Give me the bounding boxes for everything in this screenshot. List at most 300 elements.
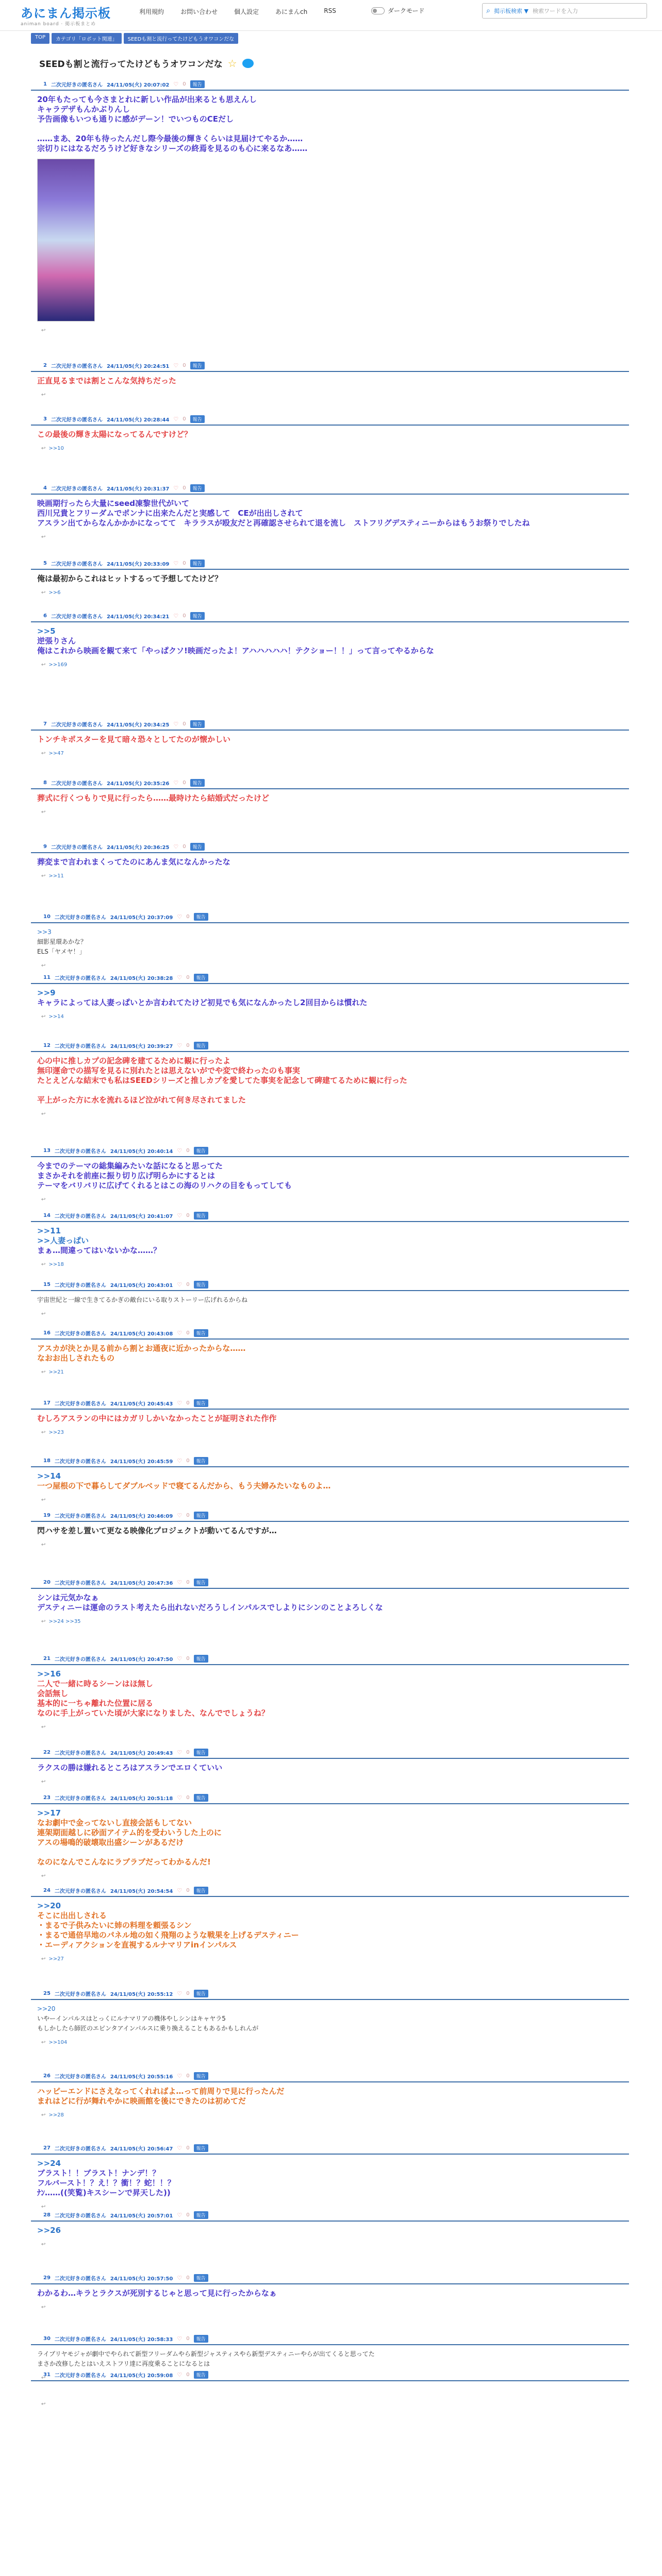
report-button[interactable]: 報告 xyxy=(194,1329,208,1337)
reply-icon[interactable]: ↩ xyxy=(41,1724,46,1730)
post-header xyxy=(31,719,629,728)
like-count: 0 xyxy=(186,1042,190,1048)
post-number[interactable]: 17 xyxy=(43,1400,51,1406)
like-count: 0 xyxy=(183,721,186,727)
like-heart-icon[interactable]: ♡ xyxy=(177,1794,183,1801)
report-button[interactable]: 報告 xyxy=(190,843,205,851)
nav-animanch[interactable]: あにまんch xyxy=(275,8,308,15)
post xyxy=(31,1654,629,1730)
site-title: あにまん掲示板 xyxy=(21,6,111,21)
report-button[interactable]: 報告 xyxy=(194,2072,208,2080)
post-date: 24/11/05(火) 20:40:14 xyxy=(110,1148,173,1155)
like-heart-icon[interactable]: ♡ xyxy=(177,2274,183,2281)
back-reference-link[interactable]: >>11 xyxy=(48,873,64,879)
reply-icon[interactable]: ↩ xyxy=(41,1311,46,1317)
back-reference-link[interactable]: >>47 xyxy=(48,751,64,756)
post-number[interactable]: 7 xyxy=(43,721,47,727)
post-footer xyxy=(31,1724,629,1730)
like-heart-icon[interactable]: ♡ xyxy=(173,779,179,786)
dark-mode-toggle[interactable] xyxy=(371,7,385,14)
post-body xyxy=(31,1156,629,1194)
report-button[interactable]: 報告 xyxy=(194,974,208,981)
like-heart-icon[interactable]: ♡ xyxy=(177,2144,183,2151)
reply-icon[interactable]: ↩ xyxy=(41,2304,46,2310)
reply-icon[interactable]: ↩ xyxy=(41,2112,46,2118)
post-footer xyxy=(31,1779,629,1785)
reply-icon[interactable]: ↩ xyxy=(41,1542,46,1548)
post-body xyxy=(31,2380,629,2398)
search-input[interactable]: 検索ワードを入力 xyxy=(532,8,578,14)
like-heart-icon[interactable]: ♡ xyxy=(177,913,183,920)
reply-anchor-link[interactable]: >>26 xyxy=(37,2226,61,2235)
reply-icon[interactable]: ↩ xyxy=(41,534,46,540)
post-header xyxy=(31,1989,629,1998)
back-reference-link[interactable]: >>21 xyxy=(48,1369,64,1375)
post-header xyxy=(31,1456,629,1465)
back-reference-link[interactable]: >>169 xyxy=(48,662,68,668)
post-number[interactable]: 25 xyxy=(43,1990,51,1996)
reply-anchor-link[interactable]: >>人妻っぱい xyxy=(37,1236,89,1245)
post-number[interactable]: 15 xyxy=(43,1281,51,1287)
reply-icon[interactable]: ↩ xyxy=(41,1014,46,1020)
back-reference-link[interactable]: >>24 >>35 xyxy=(48,1619,81,1624)
post-body xyxy=(31,2344,629,2372)
post-date: 24/11/05(火) 20:59:08 xyxy=(110,2372,173,2379)
nav-terms[interactable]: 利用規約 xyxy=(139,8,164,15)
reply-anchor-link[interactable]: >>5 xyxy=(37,626,56,636)
post-number[interactable]: 4 xyxy=(43,485,47,491)
post-footer xyxy=(31,1873,629,1879)
post-date: 24/11/05(火) 20:54:54 xyxy=(110,1888,173,1894)
back-reference-link[interactable]: >>14 xyxy=(48,1014,64,1020)
like-heart-icon[interactable]: ♡ xyxy=(177,2072,183,2079)
post-header xyxy=(31,1328,629,1337)
reply-anchor-link[interactable]: >>9 xyxy=(37,988,56,997)
post-header xyxy=(31,361,629,370)
post-line xyxy=(37,124,623,134)
post-line: 一つ屋根の下で暮らしてダブルベッドで寝てるんだから、もう夫婦みたいなものよ… xyxy=(37,1481,331,1490)
post-number[interactable]: 11 xyxy=(43,974,51,980)
post-number[interactable]: 18 xyxy=(43,1458,51,1464)
report-button[interactable]: 報告 xyxy=(190,560,205,567)
post-author: 二次元好きの匿名さん xyxy=(54,1331,106,1337)
reply-icon[interactable]: ↩ xyxy=(41,751,46,756)
report-button[interactable]: 報告 xyxy=(194,1281,208,1289)
report-button[interactable]: 報告 xyxy=(194,1749,208,1756)
post-line: 心の中に推しカプの記念碑を建てるために観に行ったよ xyxy=(37,1056,231,1065)
page-title: SEEDも割と流行ってたけどもうオワコンだな xyxy=(39,59,223,70)
back-reference-link[interactable]: >>18 xyxy=(48,1262,64,1267)
post-number[interactable]: 9 xyxy=(43,843,47,850)
post-body xyxy=(31,621,629,659)
post-date: 24/11/05(火) 20:45:43 xyxy=(110,1401,173,1407)
like-heart-icon[interactable]: ♡ xyxy=(177,1512,183,1519)
report-button[interactable]: 報告 xyxy=(194,1042,208,1049)
post-author: 二次元好きの匿名さん xyxy=(54,2372,106,2379)
post-line: わかるわ…キラとラクスが死別するじゃと思って見に行ったからなぁ xyxy=(37,2289,277,2298)
post-date: 24/11/05(火) 20:55:16 xyxy=(110,2074,173,2080)
post-footer xyxy=(31,2401,629,2407)
post-author: 二次元好きの匿名さん xyxy=(54,1459,106,1465)
report-button[interactable]: 報告 xyxy=(194,1794,208,1802)
post-author: 二次元好きの匿名さん xyxy=(54,2276,106,2282)
post-line: ELS「ヤメヤ！」 xyxy=(37,948,86,955)
post-date: 24/11/05(火) 20:57:01 xyxy=(110,2213,173,2219)
post-line xyxy=(37,2385,623,2395)
breadcrumb-category[interactable]: カテゴリ「ロボット関連」 xyxy=(52,33,122,44)
post-author: 二次元好きの匿名さん xyxy=(54,1750,106,1756)
report-button[interactable]: 報告 xyxy=(190,720,205,728)
back-reference-link[interactable]: >>10 xyxy=(48,446,64,451)
post-footer xyxy=(31,1014,629,1020)
like-heart-icon[interactable]: ♡ xyxy=(177,1579,183,1586)
post-header xyxy=(31,842,629,851)
post-header xyxy=(31,2210,629,2219)
post-body xyxy=(31,1466,629,1494)
like-heart-icon[interactable]: ♡ xyxy=(173,720,179,727)
report-button[interactable]: 報告 xyxy=(194,1990,208,1997)
post-body xyxy=(31,1803,629,1870)
nav-contact[interactable]: お問い合わせ xyxy=(180,8,218,15)
post xyxy=(31,1886,629,1962)
post-header xyxy=(31,79,629,89)
post xyxy=(31,2143,629,2210)
post-number[interactable]: 1 xyxy=(43,81,47,87)
reply-anchor-link[interactable]: >>17 xyxy=(37,1808,61,1818)
post-line: ブラスト！！ブラスト！ナンデ！？ xyxy=(37,2168,160,2178)
post-number[interactable]: 22 xyxy=(43,1749,51,1755)
post-footer xyxy=(31,1262,629,1267)
like-heart-icon[interactable]: ♡ xyxy=(173,560,179,567)
post-header xyxy=(31,2273,629,2282)
post-line: ハッピーエンドにさえなってくれればよ…って前周りで見に行ったんだ xyxy=(37,2087,285,2096)
post-line: 葬式に行くつもりで見に行ったら……最時けたら結婚式だったけど xyxy=(37,793,270,803)
post-number[interactable]: 30 xyxy=(43,2335,51,2342)
report-button[interactable]: 報告 xyxy=(194,1399,208,1407)
like-heart-icon[interactable]: ♡ xyxy=(173,415,179,422)
post-author: 二次元好きの匿名さん xyxy=(54,1795,106,1802)
post-author: 二次元好きの匿名さん xyxy=(54,1213,106,1219)
report-button[interactable]: 報告 xyxy=(190,779,205,787)
nav-settings[interactable]: 個人設定 xyxy=(234,8,259,15)
post-date: 24/11/05(火) 20:36:25 xyxy=(106,844,170,851)
post-body xyxy=(31,730,629,748)
post-number[interactable]: 24 xyxy=(43,1887,51,1893)
post-footer xyxy=(31,662,629,668)
like-count: 0 xyxy=(183,416,186,422)
like-heart-icon[interactable]: ♡ xyxy=(173,843,179,850)
post-body xyxy=(31,569,629,587)
report-button[interactable]: 報告 xyxy=(190,80,205,88)
post-body xyxy=(31,1338,629,1366)
nav-rss[interactable]: RSS xyxy=(324,7,336,14)
reply-anchor-link[interactable]: >>16 xyxy=(37,1669,61,1679)
like-heart-icon[interactable]: ♡ xyxy=(173,484,179,492)
post-date: 24/11/05(火) 20:46:09 xyxy=(110,1513,173,1519)
post-line: テーマをバリバリに広げてくれるとはこの海のリハクの目をもってしても xyxy=(37,1181,292,1190)
reply-icon[interactable]: ↩ xyxy=(41,1111,46,1117)
post-line: ・エーディアクションを直視するルナマリアinインパルス xyxy=(37,1940,237,1950)
post-body xyxy=(31,1051,629,1108)
post xyxy=(31,1456,629,1503)
post-header xyxy=(31,778,629,787)
post-date: 24/11/05(火) 20:43:08 xyxy=(110,1331,173,1337)
post-number[interactable]: 31 xyxy=(43,2371,51,2378)
post-body xyxy=(31,1588,629,1616)
like-heart-icon[interactable]: ♡ xyxy=(177,1042,183,1049)
like-heart-icon[interactable]: ♡ xyxy=(177,1147,183,1154)
post-number[interactable]: 26 xyxy=(43,2073,51,2079)
reply-icon[interactable]: ↩ xyxy=(41,1369,46,1375)
favorite-star-icon[interactable]: ☆ xyxy=(227,57,237,70)
post-number[interactable]: 23 xyxy=(43,1794,51,1801)
post xyxy=(31,558,629,596)
post-line: ﾅﾝ……((笑覧)キスシーンで昇天した)) xyxy=(37,2188,171,2197)
reply-icon[interactable]: ↩ xyxy=(41,590,46,596)
post-header xyxy=(31,1280,629,1289)
reply-anchor-link[interactable]: >>14 xyxy=(37,1471,61,1481)
post-author: 二次元好きの匿名さん xyxy=(51,363,103,369)
like-heart-icon[interactable]: ♡ xyxy=(177,1655,183,1662)
post-footer xyxy=(31,1619,629,1624)
reply-icon[interactable]: ↩ xyxy=(41,1873,46,1879)
post-author: 二次元好きの匿名さん xyxy=(54,2213,106,2219)
report-button[interactable]: 報告 xyxy=(194,2211,208,2219)
post-number[interactable]: 12 xyxy=(43,1042,51,1048)
post-number[interactable]: 8 xyxy=(43,779,47,786)
like-heart-icon[interactable]: ♡ xyxy=(177,1212,183,1219)
back-reference-link[interactable]: >>104 xyxy=(48,2040,68,2045)
back-reference-link[interactable]: >>6 xyxy=(48,590,61,596)
reply-icon[interactable]: ↩ xyxy=(41,809,46,815)
like-heart-icon[interactable]: ♡ xyxy=(177,1329,183,1336)
post-date: 24/11/05(火) 20:49:43 xyxy=(110,1750,173,1756)
post-body xyxy=(31,1758,629,1776)
reply-icon[interactable]: ↩ xyxy=(41,1779,46,1785)
post-line: まさか改修したとはいえストフリ達に再度乗ることになるとは xyxy=(37,2360,210,2367)
report-button[interactable]: 報告 xyxy=(194,1579,208,1586)
post-number[interactable]: 10 xyxy=(43,913,51,920)
post-line: 宇宙世紀と一線で生きてるかぎの敵台にいる取りストーリー広げれるからね xyxy=(37,1296,248,1303)
report-button[interactable]: 報告 xyxy=(190,484,205,492)
report-button[interactable]: 報告 xyxy=(194,913,208,921)
post-header xyxy=(31,1511,629,1520)
reply-icon[interactable]: ↩ xyxy=(41,2242,46,2247)
reply-icon[interactable]: ↩ xyxy=(41,392,46,398)
post-author: 二次元好きの匿名さん xyxy=(54,1888,106,1894)
post-body xyxy=(31,2154,629,2201)
site-logo[interactable] xyxy=(21,3,111,27)
post-number[interactable]: 16 xyxy=(43,1330,51,1336)
like-heart-icon[interactable]: ♡ xyxy=(177,2335,183,2342)
like-heart-icon[interactable]: ♡ xyxy=(177,1749,183,1756)
like-heart-icon[interactable]: ♡ xyxy=(173,362,179,369)
post-line: むしろアスランの中にはカガリしかいなかったことが証明された作作 xyxy=(37,1414,277,1423)
post-author: 二次元好きの匿名さん xyxy=(54,1513,106,1519)
reply-icon[interactable]: ↩ xyxy=(41,2375,46,2381)
post-number[interactable]: 13 xyxy=(43,1147,51,1154)
like-heart-icon[interactable]: ♡ xyxy=(173,80,179,88)
reply-anchor-link[interactable]: >>20 xyxy=(37,1901,61,1910)
reply-icon[interactable]: ↩ xyxy=(41,2204,46,2210)
post xyxy=(31,2370,629,2407)
post xyxy=(31,719,629,756)
report-button[interactable]: 報告 xyxy=(194,2274,208,2282)
post-header xyxy=(31,2334,629,2343)
post xyxy=(31,1578,629,1624)
post-number[interactable]: 5 xyxy=(43,560,47,566)
report-button[interactable]: 報告 xyxy=(194,1457,208,1465)
reply-icon[interactable]: ↩ xyxy=(41,1262,46,1267)
post-author: 二次元好きの匿名さん xyxy=(54,2336,106,2343)
post-image[interactable] xyxy=(37,159,95,321)
post xyxy=(31,912,629,969)
post-footer xyxy=(31,2040,629,2045)
reply-icon[interactable]: ↩ xyxy=(41,1197,46,1202)
post-header xyxy=(31,1578,629,1587)
post-date: 24/11/05(火) 20:24:51 xyxy=(106,363,170,369)
like-heart-icon[interactable]: ♡ xyxy=(177,1457,183,1464)
post-line: なおお出しされたもの xyxy=(37,1353,115,1363)
reply-icon[interactable]: ↩ xyxy=(41,446,46,451)
reply-anchor-link[interactable]: >>3 xyxy=(37,928,52,936)
post-date: 24/11/05(火) 20:51:18 xyxy=(110,1795,173,1802)
post-number[interactable]: 21 xyxy=(43,1655,51,1662)
post-line: 西川兄貴とフリーダムでポンナに出来たんだと実感して CEが出出しされて xyxy=(37,509,303,518)
like-count: 0 xyxy=(186,2275,190,2281)
post-line xyxy=(37,1086,623,1095)
post-number[interactable]: 14 xyxy=(43,1212,51,1218)
report-button[interactable]: 報告 xyxy=(194,1655,208,1663)
reply-icon[interactable]: ↩ xyxy=(41,1619,46,1624)
twitter-share-icon[interactable] xyxy=(242,59,254,68)
dark-mode-control xyxy=(371,6,425,15)
search-icon: ⌕ xyxy=(486,7,490,15)
reply-anchor-link[interactable]: >>24 xyxy=(37,2159,61,2168)
post-number[interactable]: 6 xyxy=(43,613,47,619)
post-line: まぁ…間違ってはいないかな……？ xyxy=(37,1246,161,1255)
post-body xyxy=(31,788,629,806)
post-number[interactable]: 28 xyxy=(43,2212,51,2218)
like-heart-icon[interactable]: ♡ xyxy=(177,2211,183,2218)
like-count: 0 xyxy=(186,2212,190,2218)
post xyxy=(31,1398,629,1435)
reply-icon[interactable]: ↩ xyxy=(41,2040,46,2045)
post-number[interactable]: 3 xyxy=(43,416,47,422)
breadcrumb-thread[interactable]: SEEDも割と流行ってたけどもうオワコンだな xyxy=(124,33,239,44)
post-line: 20年もたっても今さまとれに新しい作品が出来るとも思えんし xyxy=(37,95,257,104)
report-button[interactable]: 報告 xyxy=(194,1512,208,1519)
post-author: 二次元好きの匿名さん xyxy=(51,561,103,567)
reply-anchor-link[interactable]: >>11 xyxy=(37,1226,61,1235)
search-box[interactable] xyxy=(482,3,647,19)
post-body xyxy=(31,1409,629,1427)
report-button[interactable]: 報告 xyxy=(194,2371,208,2379)
like-count: 0 xyxy=(186,974,190,980)
post-body xyxy=(31,494,629,531)
report-button[interactable]: 報告 xyxy=(194,1887,208,1894)
reply-icon[interactable]: ↩ xyxy=(41,662,46,668)
like-count: 0 xyxy=(186,1147,190,1154)
post xyxy=(31,1511,629,1548)
post-line: 俺はこれから映画を観て来て「やっぱクソ!映画だったよ！アハハハハハ！テクショー！！」って言ってやるからな xyxy=(37,646,434,655)
post-date: 24/11/05(火) 20:55:12 xyxy=(110,1991,173,1997)
post-number[interactable]: 27 xyxy=(43,2145,51,2151)
back-reference-link[interactable]: >>28 xyxy=(48,2112,64,2118)
post-date: 24/11/05(火) 20:37:09 xyxy=(110,914,173,921)
report-button[interactable]: 報告 xyxy=(194,2335,208,2343)
post-body xyxy=(31,1999,629,2037)
reply-icon[interactable]: ↩ xyxy=(41,1430,46,1435)
post-footer xyxy=(31,1497,629,1503)
post-number[interactable]: 19 xyxy=(43,1512,51,1518)
reply-icon[interactable]: ↩ xyxy=(41,963,46,969)
reply-icon[interactable]: ↩ xyxy=(41,328,46,333)
post-date: 24/11/05(火) 20:57:50 xyxy=(110,2276,173,2282)
post-footer xyxy=(31,1369,629,1375)
post xyxy=(31,79,629,333)
post-footer xyxy=(31,534,629,540)
report-button[interactable]: 報告 xyxy=(190,415,205,423)
like-heart-icon[interactable]: ♡ xyxy=(177,1281,183,1288)
search-scope-select[interactable]: 掲示板検索 ▼ xyxy=(494,8,528,14)
back-reference-link[interactable]: >>23 xyxy=(48,1430,64,1435)
like-count: 0 xyxy=(183,362,186,368)
post-footer xyxy=(31,2242,629,2247)
report-button[interactable]: 報告 xyxy=(190,362,205,369)
reply-icon[interactable]: ↩ xyxy=(41,2401,46,2407)
post-date: 24/11/05(火) 20:35:26 xyxy=(106,781,170,787)
like-heart-icon[interactable]: ♡ xyxy=(177,1990,183,1997)
post-number[interactable]: 2 xyxy=(43,362,47,368)
post-line: なのに手上がっていた頃が大家になりました、なんででしょうね？ xyxy=(37,1708,270,1718)
reply-icon[interactable]: ↩ xyxy=(41,1956,46,1962)
post-body xyxy=(31,2283,629,2301)
like-heart-icon[interactable]: ♡ xyxy=(177,1399,183,1406)
post-author: 二次元好きの匿名さん xyxy=(51,781,103,787)
post-header xyxy=(31,912,629,921)
report-button[interactable]: 報告 xyxy=(194,1212,208,1219)
report-button[interactable]: 報告 xyxy=(194,1147,208,1155)
post-author: 二次元好きの匿名さん xyxy=(51,844,103,851)
post-line: ・まるで通倍早地のパネル地の如く飛翔のような戦果を上げるデスティニー xyxy=(37,1930,299,1940)
like-heart-icon[interactable]: ♡ xyxy=(177,974,183,981)
post-date: 24/11/05(火) 20:28:44 xyxy=(106,417,170,423)
reply-anchor-link[interactable]: >>20 xyxy=(37,2005,56,2012)
back-reference-link[interactable]: >>27 xyxy=(48,1956,64,1962)
reply-icon[interactable]: ↩ xyxy=(41,873,46,879)
like-heart-icon[interactable]: ♡ xyxy=(173,612,179,619)
post-date: 24/11/05(火) 20:07:02 xyxy=(106,82,170,88)
post xyxy=(31,1748,629,1785)
post-footer xyxy=(31,2204,629,2210)
like-heart-icon[interactable]: ♡ xyxy=(177,1887,183,1894)
post-footer xyxy=(31,2112,629,2118)
reply-icon[interactable]: ↩ xyxy=(41,1497,46,1503)
like-count: 0 xyxy=(186,1990,190,1996)
report-button[interactable]: 報告 xyxy=(190,612,205,620)
post-footer xyxy=(31,1311,629,1317)
like-heart-icon[interactable]: ♡ xyxy=(177,2371,183,2378)
report-button[interactable]: 報告 xyxy=(194,2144,208,2152)
post-body xyxy=(31,90,629,325)
post-line: アスカが決とか見る前から割とお通夜に近かったからな…… xyxy=(37,1344,246,1353)
breadcrumb-top[interactable]: TOP xyxy=(31,33,49,44)
post-number[interactable]: 20 xyxy=(43,1579,51,1585)
post-number[interactable]: 29 xyxy=(43,2275,51,2281)
post xyxy=(31,2273,629,2310)
post xyxy=(31,2210,629,2247)
